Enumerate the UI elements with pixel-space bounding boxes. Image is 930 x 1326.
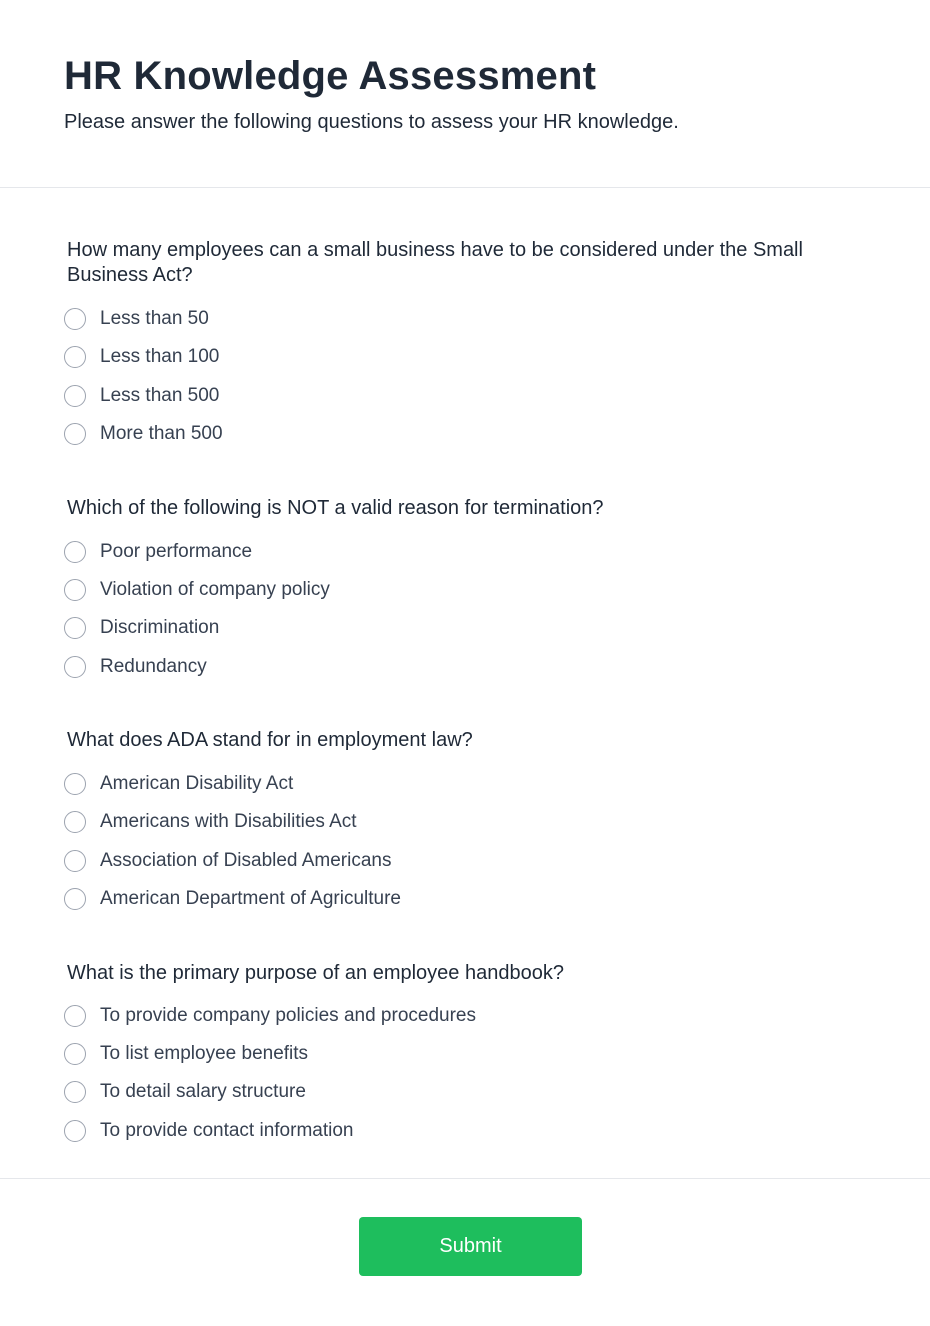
radio-button[interactable] bbox=[64, 423, 86, 445]
option-american-department-agriculture[interactable] bbox=[64, 886, 401, 912]
option-employee-benefits[interactable] bbox=[64, 1041, 308, 1067]
question-text: Which of the following is NOT a valid reason for termination? bbox=[67, 497, 604, 519]
option-label: Less than 500 bbox=[100, 385, 220, 406]
radio-button[interactable] bbox=[64, 541, 86, 563]
radio-button[interactable] bbox=[64, 888, 86, 910]
option-label: To list employee benefits bbox=[100, 1043, 309, 1064]
option-label: Discrimination bbox=[100, 617, 220, 638]
option-salary-structure[interactable] bbox=[64, 1079, 306, 1105]
radio-button[interactable] bbox=[64, 579, 86, 601]
radio-button[interactable] bbox=[64, 811, 86, 833]
radio-button[interactable] bbox=[64, 656, 86, 678]
option-label: To detail salary structure bbox=[100, 1081, 306, 1102]
option-label: More than 500 bbox=[100, 423, 223, 444]
option-redundancy[interactable] bbox=[64, 654, 207, 680]
page-subtitle: Please answer the following questions to assess your HR knowledge. bbox=[64, 111, 679, 133]
radio-button[interactable] bbox=[64, 1043, 86, 1065]
option-contact-information[interactable] bbox=[64, 1118, 353, 1144]
form-footer bbox=[0, 1178, 930, 1326]
option-americans-with-disabilities-act[interactable] bbox=[64, 809, 357, 835]
question-1 bbox=[67, 238, 867, 444]
question-2 bbox=[67, 496, 867, 677]
option-label: American Disability Act bbox=[100, 773, 294, 794]
option-label: To provide contact information bbox=[100, 1120, 354, 1141]
radio-button[interactable] bbox=[64, 1005, 86, 1027]
radio-button[interactable] bbox=[64, 346, 86, 368]
radio-button[interactable] bbox=[64, 1081, 86, 1103]
option-poor-performance[interactable] bbox=[64, 539, 252, 565]
question-text: What is the primary purpose of an employee handbook? bbox=[67, 962, 564, 984]
option-label: American Department of Agriculture bbox=[100, 888, 401, 909]
radio-button[interactable] bbox=[64, 1120, 86, 1142]
radio-button[interactable] bbox=[64, 850, 86, 872]
option-label: Association of Disabled Americans bbox=[100, 850, 392, 871]
radio-button[interactable] bbox=[64, 308, 86, 330]
option-label: Violation of company policy bbox=[100, 579, 330, 600]
radio-button[interactable] bbox=[64, 617, 86, 639]
option-label: Less than 50 bbox=[100, 308, 209, 329]
question-3 bbox=[67, 728, 867, 909]
page-header bbox=[0, 0, 930, 188]
option-discrimination[interactable] bbox=[64, 615, 219, 641]
submit-button[interactable]: Submit bbox=[359, 1217, 582, 1276]
option-label: To provide company policies and procedures bbox=[100, 1005, 476, 1026]
radio-button[interactable] bbox=[64, 773, 86, 795]
option-association-disabled-americans[interactable] bbox=[64, 848, 391, 874]
option-less-than-500[interactable] bbox=[64, 383, 219, 409]
option-less-than-50[interactable] bbox=[64, 306, 209, 332]
option-label: Redundancy bbox=[100, 656, 207, 677]
option-company-policies[interactable] bbox=[64, 1003, 476, 1029]
question-text: What does ADA stand for in employment law? bbox=[67, 729, 473, 751]
question-4 bbox=[67, 961, 867, 1141]
option-american-disability-act[interactable] bbox=[64, 771, 293, 797]
option-label: Less than 100 bbox=[100, 346, 220, 367]
option-label: Poor performance bbox=[100, 541, 253, 562]
option-more-than-500[interactable] bbox=[64, 421, 223, 447]
option-less-than-100[interactable] bbox=[64, 344, 219, 370]
radio-button[interactable] bbox=[64, 385, 86, 407]
option-label: Americans with Disabilities Act bbox=[100, 811, 357, 832]
question-text: How many employees can a small business have to be considered under the Small Business Act? bbox=[67, 239, 803, 286]
page-title: HR Knowledge Assessment bbox=[64, 54, 597, 98]
option-violation-policy[interactable] bbox=[64, 577, 330, 603]
